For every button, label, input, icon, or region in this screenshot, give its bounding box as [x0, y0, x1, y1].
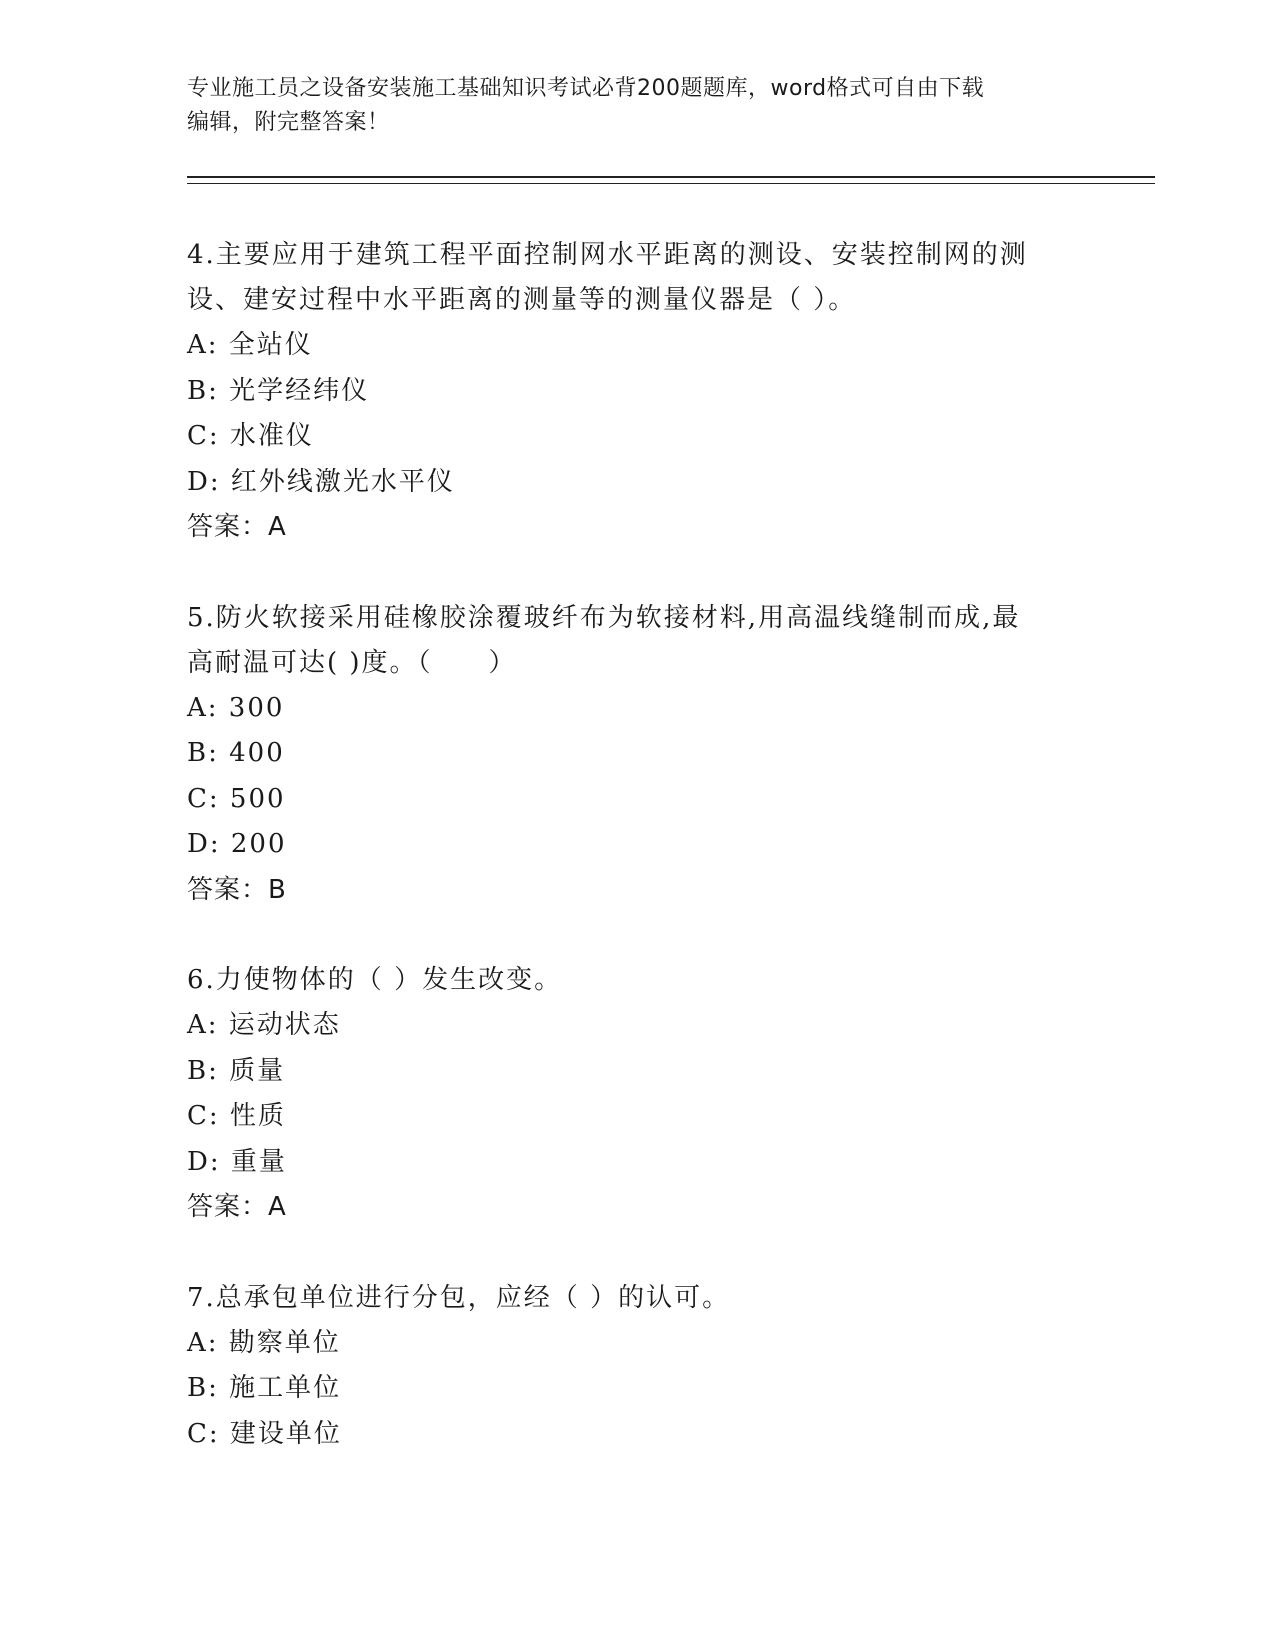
question-text: 设、建安过程中水平距离的测量等的测量仪器是（ ）。: [187, 285, 857, 315]
question-6: [187, 958, 1087, 1231]
header-title-line-1: 专业施工员之设备安装施工基础知识考试必背200题题库，word格式可自由下载: [187, 76, 985, 101]
header-title-line-2: 编辑，附完整答案！: [187, 110, 390, 135]
option-a: A: 勘察单位: [187, 1327, 341, 1358]
option-b: B: 光学经纬仪: [187, 375, 370, 406]
question-text: 高耐温可达( )度。（ ）: [187, 647, 517, 678]
option-d: D: 红外线激光水平仪: [187, 466, 455, 497]
option-c: C: 水准仪: [187, 421, 314, 451]
question-text: 7.总承包单位进行分包，应经（ ）的认可。: [187, 1282, 731, 1313]
header-divider: [187, 176, 1155, 184]
option-c: C: 性质: [187, 1101, 286, 1131]
option-c: C: 500: [187, 783, 286, 814]
option-a: A: 运动状态: [187, 1010, 341, 1040]
question-7: [187, 1276, 1087, 1458]
answer: 答案：A: [187, 512, 287, 542]
option-b: B: 质量: [187, 1055, 286, 1086]
option-c: C: 建设单位: [187, 1418, 342, 1449]
answer: 答案：B: [187, 874, 287, 905]
question-text: 4.主要应用于建筑工程平面控制网水平距离的测设、安装控制网的测: [187, 240, 1028, 270]
question-5: [187, 596, 1087, 914]
question-4: [187, 233, 1087, 551]
option-a: A: 全站仪: [187, 330, 313, 360]
option-b: B: 400: [187, 738, 285, 768]
option-a: A: 300: [187, 692, 285, 723]
option-d: D: 200: [187, 829, 287, 859]
option-b: B: 施工单位: [187, 1373, 342, 1403]
question-list: [187, 233, 1087, 1502]
question-text: 5.防火软接采用硅橡胶涂覆玻纤布为软接材料,用高温线缝制而成,最: [187, 602, 1021, 633]
question-text: 6.力使物体的（ ）发生改变。: [187, 965, 563, 995]
document-header: [187, 72, 1067, 140]
answer: 答案：A: [187, 1192, 287, 1222]
option-d: D: 重量: [187, 1146, 287, 1177]
